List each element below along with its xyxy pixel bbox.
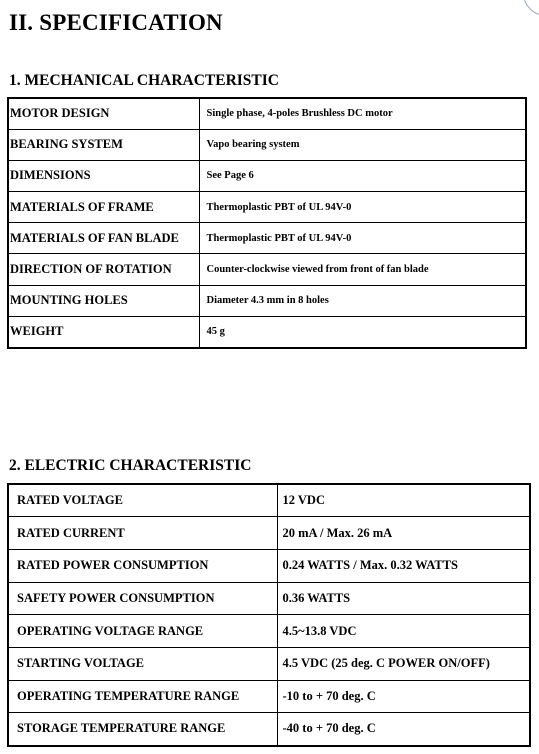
spec-value: Single phase, 4-poles Brushless DC motor bbox=[199, 98, 526, 129]
table-row bbox=[8, 160, 526, 191]
spec-label: MOTOR DESIGN bbox=[8, 98, 199, 129]
table-row bbox=[8, 582, 530, 615]
spec-value: See Page 6 bbox=[199, 160, 526, 191]
spec-value: Thermoplastic PBT of UL 94V-0 bbox=[199, 223, 526, 254]
table-row bbox=[8, 517, 530, 550]
spec-value: 4.5 VDC (25 deg. C POWER ON/OFF) bbox=[277, 647, 530, 680]
spec-label: RATED CURRENT bbox=[8, 517, 277, 550]
spec-value: -40 to + 70 deg. C bbox=[277, 713, 530, 746]
mechanical-spec-table bbox=[7, 97, 527, 349]
table-row bbox=[8, 129, 526, 160]
spec-label: RATED POWER CONSUMPTION bbox=[8, 549, 277, 582]
spec-label: MATERIALS OF FAN BLADE bbox=[8, 223, 199, 254]
electric-section-title: 2. ELECTRIC CHARACTERISTIC bbox=[9, 457, 252, 474]
spec-label: RATED VOLTAGE bbox=[8, 484, 277, 517]
spec-label: MOUNTING HOLES bbox=[8, 285, 199, 316]
table-row bbox=[8, 223, 526, 254]
corner-decoration bbox=[523, 0, 539, 16]
spec-label: BEARING SYSTEM bbox=[8, 129, 199, 160]
spec-label: WEIGHT bbox=[8, 316, 199, 347]
page-title: II. SPECIFICATION bbox=[9, 10, 223, 35]
spec-value: 0.24 WATTS / Max. 0.32 WATTS bbox=[277, 549, 530, 582]
spec-label: OPERATING TEMPERATURE RANGE bbox=[8, 680, 277, 713]
electric-spec-table bbox=[7, 483, 531, 747]
spec-value: 0.36 WATTS bbox=[277, 582, 530, 615]
table-row bbox=[8, 549, 530, 582]
spec-value: Diameter 4.3 mm in 8 holes bbox=[199, 285, 526, 316]
spec-value: -10 to + 70 deg. C bbox=[277, 680, 530, 713]
spec-label: DIRECTION OF ROTATION bbox=[8, 254, 199, 285]
spec-label: STARTING VOLTAGE bbox=[8, 647, 277, 680]
spec-label: SAFETY POWER CONSUMPTION bbox=[8, 582, 277, 615]
spec-label: DIMENSIONS bbox=[8, 160, 199, 191]
table-row bbox=[8, 98, 526, 129]
spec-value: 45 g bbox=[199, 316, 526, 347]
table-row bbox=[8, 615, 530, 648]
table-row bbox=[8, 713, 530, 746]
spec-value: 4.5~13.8 VDC bbox=[277, 615, 530, 648]
spec-value: 20 mA / Max. 26 mA bbox=[277, 517, 530, 550]
spec-value: 12 VDC bbox=[277, 484, 530, 517]
table-row bbox=[8, 192, 526, 223]
mechanical-section-title: 1. MECHANICAL CHARACTERISTIC bbox=[9, 72, 279, 89]
spec-label: MATERIALS OF FRAME bbox=[8, 192, 199, 223]
table-row bbox=[8, 647, 530, 680]
spec-label: STORAGE TEMPERATURE RANGE bbox=[8, 713, 277, 746]
table-row bbox=[8, 484, 530, 517]
table-row bbox=[8, 316, 526, 347]
spec-value: Vapo bearing system bbox=[199, 129, 526, 160]
spec-label: OPERATING VOLTAGE RANGE bbox=[8, 615, 277, 648]
spec-value: Counter-clockwise viewed from front of fan blade bbox=[199, 254, 526, 285]
table-row bbox=[8, 285, 526, 316]
spec-value: Thermoplastic PBT of UL 94V-0 bbox=[199, 192, 526, 223]
table-row bbox=[8, 254, 526, 285]
table-row bbox=[8, 680, 530, 713]
